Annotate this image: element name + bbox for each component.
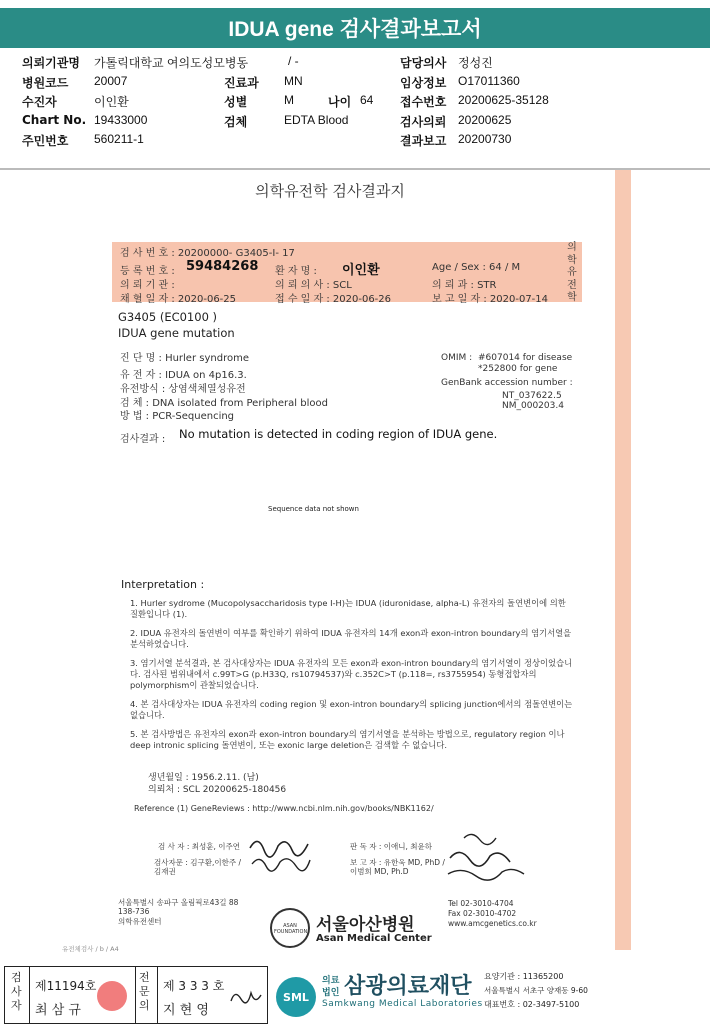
scan-reference: Reference (1) GeneReviews : http://www.ncbi.nlm.nih.gov/books/NBK1162/	[134, 804, 434, 813]
scan-omim-1: #607014 for disease	[478, 353, 573, 363]
signer-2-signature	[227, 985, 263, 1011]
scan-seq-note: Sequence data not shown	[268, 505, 359, 513]
hospital-value: 가톨릭대학교 여의도성모병동	[94, 56, 249, 70]
asan-name-en: Asan Medical Center	[316, 933, 432, 944]
signer-2-no: 제 3 3 3 호	[163, 979, 225, 993]
chart-label: Chart No.	[22, 112, 87, 127]
scan-diagnosis: 진 단 명 : Hurler syndrome	[120, 353, 249, 364]
interp-item-5: 5. 본 검사방법은 유전자의 exon과 exon-intron boundary의 염기서열을 분석하는 방법으로, regulatory region 이나 deep intronic splicing 돌연변이, 또는 exonic large deletion은 검색할 수 없습니다.	[130, 729, 565, 750]
scan-result: No mutation is detected in coding region of IDUA gene.	[179, 427, 498, 441]
scan-test-code: G3405 (EC0100 )	[118, 310, 218, 324]
scan-addr-3: 의학유전센터	[118, 917, 162, 926]
scan-doctor: 의 뢰 의 사 : SCL	[275, 280, 352, 291]
interp-item-1: 1. Hurler sydrome (Mucopolysaccharidosis type I-H)는 IDUA (iduronidase, alpha-L) 유전자의 돌연변이에 의한 질환입니다 (1).	[130, 598, 566, 619]
signer-1-seal-icon	[97, 981, 127, 1011]
doctor-value: 정성진	[458, 56, 493, 70]
patient-value: 이인환	[94, 95, 129, 109]
scan-reporter: 보 고 자 : 유한욱 MD, PhD / 이범희 MD, Ph.D	[350, 858, 445, 876]
scan-reg-no: 59484268	[186, 259, 259, 274]
chart-value: 19433000	[94, 112, 148, 127]
scan-test-no: 검 사 번 호 : 20200000- G3405-I- 17	[120, 248, 295, 259]
report-title: IDUA gene 검사결과보고서	[0, 8, 710, 48]
examiner-signature	[246, 828, 316, 878]
scan-omim-2: *252800 for gene	[478, 364, 558, 374]
scan-result-label: 검사결과 :	[120, 434, 166, 445]
scan-patient: 이인환	[342, 263, 380, 278]
info-row-1	[22, 54, 692, 74]
age-value: 64	[360, 93, 374, 107]
sex-label: 성별	[224, 95, 248, 109]
scan-vertical-label: 의학유전학	[567, 242, 577, 303]
scan-reg-label: 등 록 번 호 :	[120, 266, 175, 277]
org-small-1: 의료	[322, 976, 340, 986]
scan-test-name: IDUA gene mutation	[118, 326, 235, 340]
code-label: 병원코드	[22, 75, 69, 90]
scan-addr-1: 서울특별시 송파구 올림픽로43길 88	[118, 898, 239, 907]
scan-examiner-advisor: 검사자문 : 김구환,이한주 / 김재권	[154, 858, 242, 876]
asan-seal-text: ASAN FOUNDATION	[274, 923, 308, 935]
scan-inst: 의 뢰 기 관 :	[120, 280, 175, 291]
scan-ward: 의 뢰 과 : STR	[432, 280, 497, 291]
signer-1-no: 제11194호	[35, 979, 97, 993]
scan-inheritance: 유전방식 : 상염색체열성유전	[120, 384, 246, 395]
org-name: 삼광의료재단	[344, 974, 472, 999]
scan-reviewer: 판 독 자 : 이애니, 최윤하	[350, 842, 433, 851]
clinical-value: O17011360	[458, 73, 520, 88]
scan-web: www.amcgenetics.co.kr	[448, 919, 537, 928]
scan-interp-title: Interpretation :	[121, 578, 205, 591]
sml-badge-text: SML	[283, 991, 309, 1004]
interp-item-2: 2. IDUA 유전자의 돌연변이 여부를 확인하기 위하여 IDUA 유전자의 14개 exon과 exon-intron boundary의 염기서열을 분석하였습니다.	[130, 628, 572, 649]
dept-value: MN	[284, 73, 303, 88]
inst-code: 요양기관 : 11365200	[484, 972, 564, 981]
hospital-label: 의뢰기관명	[22, 56, 80, 70]
signer-2-role: 전문의	[139, 971, 150, 1012]
scan-fax: Fax 02-3010-4702	[448, 909, 517, 918]
scan-report: 보 고 일 자 : 2020-07-14	[432, 294, 549, 305]
scan-genbank: GenBank accession number :	[441, 378, 573, 388]
rrn-value: 560211-1	[94, 132, 144, 146]
specimen-label: 검체	[224, 114, 248, 129]
scan-receipt: 접 수 일 자 : 2020-06-26	[275, 294, 392, 305]
clinical-label: 임상정보	[400, 75, 447, 90]
scan-title: 의학유전학 검사결과지	[255, 182, 405, 200]
signer-box	[4, 966, 268, 1024]
rrn-label: 주민번호	[22, 134, 69, 148]
hospital-slash: / -	[288, 54, 299, 68]
org-small-2: 법인	[322, 988, 340, 998]
info-row-4	[22, 113, 692, 133]
interp-item-4: 4. 본 검사대상자는 IDUA 유전자의 coding region 및 exon-intron boundary의 splicing junction에서의 점돌연변이는 없습니다.	[130, 699, 573, 720]
age-label: 나이	[328, 95, 352, 109]
scan-collect: 채 혈 일 자 : 2020-06-25	[120, 294, 237, 305]
scan-specimen: 검 체 : DNA isolated from Peripheral blood	[120, 398, 328, 409]
footer	[0, 963, 710, 1031]
scan-form-no: 유전체검사 / b / A4	[62, 945, 119, 953]
scan-ref-no: 의뢰처 : SCL 20200625-180456	[148, 785, 287, 795]
patient-label: 수진자	[22, 95, 57, 109]
report-label: 결과보고	[400, 134, 447, 148]
scan-patient-label: 환 자 명 :	[275, 266, 317, 277]
code-value: 20007	[94, 73, 128, 88]
reviewer-signature	[440, 828, 530, 884]
scan-tel: Tel 02-3010-4704	[448, 899, 514, 908]
info-row-2	[22, 74, 692, 94]
info-row-3	[22, 93, 692, 113]
accession-value: 20200625-35128	[458, 93, 549, 107]
patient-info	[22, 54, 692, 152]
scan-nt: NT_037622.5	[502, 391, 562, 401]
doctor-label: 담당의사	[400, 56, 447, 70]
scanned-report	[0, 168, 710, 960]
org-name-en: Samkwang Medical Laboratories	[322, 999, 483, 1009]
signer-1-name: 최 삼 규	[35, 1003, 81, 1018]
sex-value: M	[284, 93, 294, 107]
org-address: 서울특별시 서초구 양재동 9-60	[484, 986, 588, 995]
interp-item-3: 3. 염기서열 분석결과, 본 검사대상자는 IDUA 유전자의 모든 exon과 exon-intron boundary의 염기서열이 정상이었습니다. 검사된 범위내에서 c.99T>G (p.H33Q, rs10794537)와 c.352C>T (p.118=, rs3755954) 동형접합자의 polymorphism이 관찰되었습니다.	[130, 658, 573, 690]
dept-label: 진료과	[224, 75, 259, 90]
asan-name-kr: 서울아산병원	[316, 915, 415, 935]
accession-label: 접수번호	[400, 95, 447, 109]
scan-birth: 생년월일 : 1956.2.11. (남)	[148, 773, 259, 783]
signer-2-name: 지 현 영	[163, 1003, 209, 1018]
scan-edge	[0, 168, 710, 170]
specimen-value: EDTA Blood	[284, 112, 349, 127]
request-label: 검사의뢰	[400, 114, 447, 129]
scan-addr-2: 138-736	[118, 907, 150, 916]
scan-nm: NM_000203.4	[502, 401, 564, 411]
info-row-5	[22, 132, 692, 152]
signer-1-role: 검사자	[11, 971, 22, 1012]
scan-side-strip	[615, 170, 631, 950]
scan-omim-label: OMIM :	[441, 353, 473, 363]
org-phone: 대표번호 : 02-3497-5100	[484, 1000, 580, 1009]
scan-examiner: 검 사 자 : 최성훈, 이주연	[158, 842, 241, 851]
scan-age-sex: Age / Sex : 64 / M	[432, 262, 521, 273]
request-value: 20200625	[458, 112, 512, 127]
scan-gene: 유 전 자 : IDUA on 4p16.3.	[120, 370, 247, 381]
scan-interpretation	[130, 598, 575, 759]
scan-method: 방 법 : PCR-Sequencing	[120, 411, 235, 422]
report-value: 20200730	[458, 132, 512, 146]
